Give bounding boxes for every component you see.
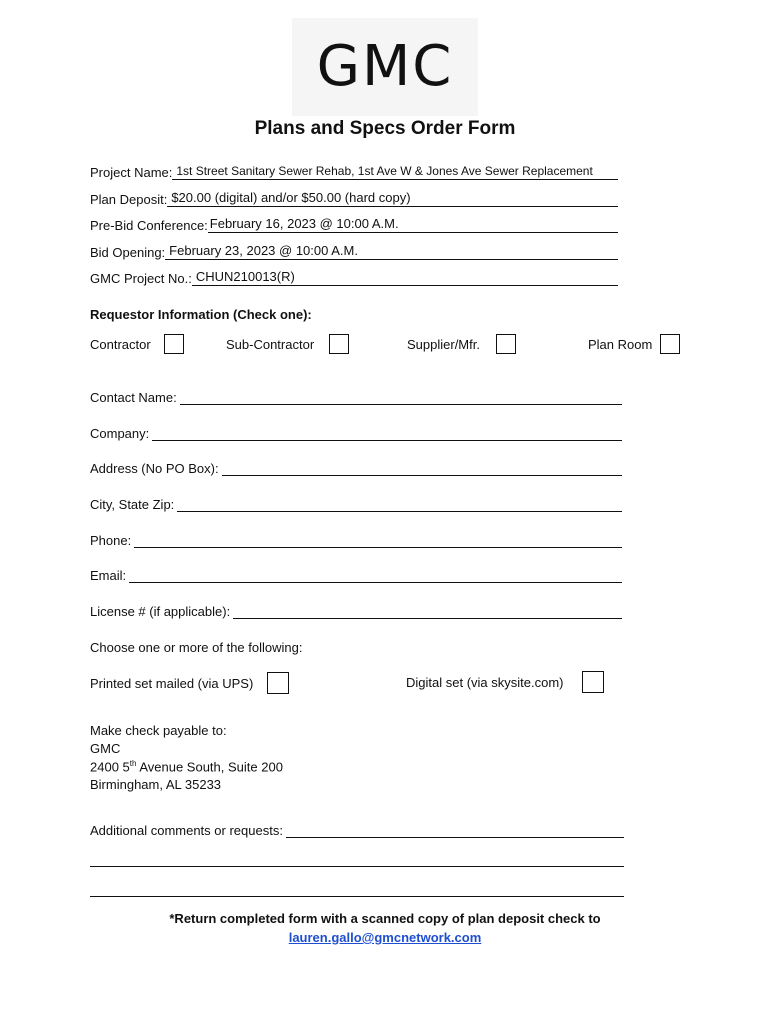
comments-label: Additional comments or requests:	[90, 823, 283, 838]
phone-field[interactable]	[90, 533, 622, 548]
plan-room-checkbox[interactable]	[660, 334, 680, 354]
comments-line-2[interactable]	[90, 866, 624, 867]
footer-email-link[interactable]: lauren.gallo@gmcnetwork.com	[288, 930, 482, 945]
payable-street	[90, 759, 283, 774]
phone-line[interactable]	[134, 533, 622, 548]
footer-note: *Return completed form with a scanned copy of plan deposit check to	[169, 911, 601, 926]
contractor-checkbox[interactable]	[164, 334, 184, 354]
plan-deposit-label: Plan Deposit:	[90, 192, 168, 207]
option-subcontractor-label: Sub-Contractor	[226, 337, 315, 352]
option-contractor-label: Contractor	[90, 337, 151, 352]
company-label: Company:	[90, 426, 150, 441]
contact-name-label: Contact Name:	[90, 390, 177, 405]
logo-text: GMC	[316, 34, 454, 99]
address-line[interactable]	[222, 461, 622, 476]
digital-set-label: Digital set (via skysite.com)	[406, 675, 564, 690]
bid-opening-value: February 23, 2023 @ 10:00 A.M.	[165, 243, 618, 260]
plan-deposit-value: $20.00 (digital) and/or $50.00 (hard copy)	[167, 190, 618, 207]
plan-deposit-row	[90, 190, 618, 207]
logo	[292, 18, 478, 116]
digital-set-checkbox[interactable]	[582, 671, 604, 693]
project-name-row	[90, 163, 618, 180]
bid-opening-label: Bid Opening:	[90, 245, 166, 260]
project-name-label: Project Name:	[90, 165, 173, 180]
email-field[interactable]	[90, 568, 622, 583]
license-field[interactable]	[90, 604, 622, 619]
payable-street-suffix: th	[129, 759, 137, 768]
payable-city: Birmingham, AL 35233	[90, 777, 222, 792]
option-plan-room-label: Plan Room	[588, 337, 653, 352]
address-label: Address (No PO Box):	[90, 461, 219, 476]
contact-name-field[interactable]	[90, 390, 622, 405]
comments-field[interactable]	[90, 823, 624, 838]
payable-street-rest: Avenue South, Suite 200	[136, 759, 283, 775]
supplier-checkbox[interactable]	[496, 334, 516, 354]
license-line[interactable]	[233, 604, 622, 619]
footer-email-row	[0, 930, 770, 945]
phone-label: Phone:	[90, 533, 132, 548]
pre-bid-value: February 16, 2023 @ 10:00 A.M.	[208, 216, 618, 233]
company-field[interactable]	[90, 426, 622, 441]
printed-set-label: Printed set mailed (via UPS)	[90, 676, 254, 691]
requestor-heading: Requestor Information (Check one):	[90, 307, 312, 322]
license-label: License # (if applicable):	[90, 604, 231, 619]
payable-street-number: 2400 5	[90, 759, 130, 775]
bid-opening-row	[90, 243, 618, 260]
payable-heading: Make check payable to:	[90, 723, 227, 738]
comments-line-1[interactable]	[286, 823, 624, 838]
project-name-value: 1st Street Sanitary Sewer Rehab, 1st Ave W & Jones Ave Sewer Replacement	[172, 163, 618, 180]
pre-bid-label: Pre-Bid Conference:	[90, 218, 208, 233]
comments-line-3[interactable]	[90, 896, 624, 897]
project-no-label: GMC Project No.:	[90, 271, 192, 286]
city-state-zip-line[interactable]	[177, 497, 622, 512]
email-label: Email:	[90, 568, 127, 583]
project-no-row	[90, 269, 618, 286]
printed-set-checkbox[interactable]	[267, 672, 289, 694]
option-supplier-label: Supplier/Mfr.	[407, 337, 480, 352]
pre-bid-row	[90, 216, 618, 233]
email-line[interactable]	[129, 568, 622, 583]
company-line[interactable]	[152, 426, 622, 441]
payable-name: GMC	[90, 741, 121, 756]
page-title: Plans and Specs Order Form	[254, 118, 516, 139]
choose-prompt: Choose one or more of the following:	[90, 640, 303, 655]
city-state-zip-field[interactable]	[90, 497, 622, 512]
address-field[interactable]	[90, 461, 622, 476]
city-state-zip-label: City, State Zip:	[90, 497, 175, 512]
contact-name-line[interactable]	[180, 390, 622, 405]
project-no-value: CHUN210013(R)	[192, 269, 618, 286]
subcontractor-checkbox[interactable]	[329, 334, 349, 354]
